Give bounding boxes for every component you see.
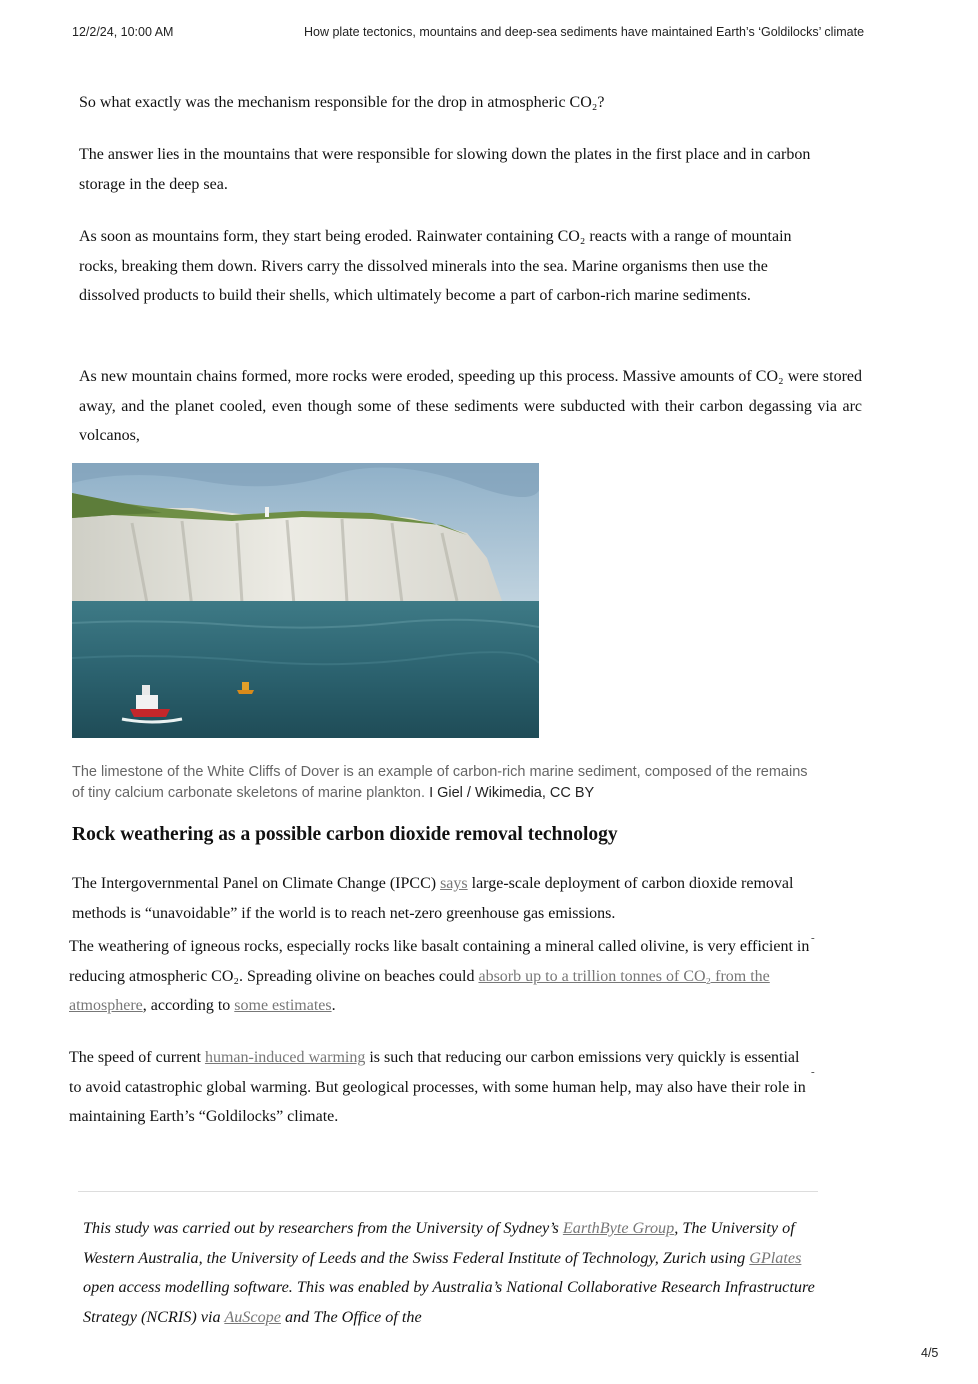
section-heading: Rock weathering as a possible carbon dioxide removal technology xyxy=(72,824,618,845)
divider xyxy=(78,1191,818,1192)
margin-dash: - xyxy=(811,932,815,944)
paragraph-warming xyxy=(69,1043,807,1132)
says-link[interactable]: says xyxy=(440,875,468,892)
ipcc-text-start: The Intergovernmental Panel on Climate Change (IPCC) xyxy=(72,875,441,892)
absorb-trillion-tonnes-link[interactable]: absorb up to a trillion tonnes of CO₂ from the atmosphere xyxy=(69,967,770,1014)
figure-caption xyxy=(72,762,812,804)
auscope-link[interactable]: AuScope xyxy=(224,1307,281,1326)
margin-dash: - xyxy=(811,1066,815,1078)
note-text-c: open access modelling software. This was enabled by Australia’s National Collaborative Research Infrastructure Strategy (NCRIS) via xyxy=(83,1278,815,1326)
caption-text: The limestone of the White Cliffs of Dover is an example of carbon-rich marine sediment, composed of the remains of tiny calcium carbonate skeletons of marine plankton. xyxy=(72,764,808,801)
paragraph-mountains-answer: The answer lies in the mountains that were responsible for slowing down the plates in the first place and in carbon storage in the deep sea. xyxy=(79,146,811,193)
note-text-d: and The Office of the xyxy=(280,1307,422,1326)
white-cliffs-photo xyxy=(72,463,539,738)
paragraph-erosion-process: As soon as mountains form, they start being eroded. Rainwater containing CO₂ reacts with a range of mountain rocks, breaking them down. Rivers carry the dissolved minerals into the sea. Marine organisms then use the dissolved products to build their shells, which ultimately become a part of carbon-rich marine sediments. xyxy=(79,228,792,304)
olivine-text-start: The weathering of igneous rocks, especially rocks like basalt containing a mineral called olivine, is very efficient in reducing atmospheric CO₂. Spreading olivine on beaches could xyxy=(69,938,810,985)
note-text-b: , The University of Western Australia, the University of Leeds and the Swiss Federal Institute of Technology, Zurich using xyxy=(83,1219,795,1267)
some-estimates-link[interactable]: some estimates xyxy=(234,997,332,1014)
human-induced-warming-link[interactable]: human-induced warming xyxy=(204,1049,366,1066)
print-page-title: How plate tectonics, mountains and deep-sea sediments have maintained Earth’s ‘Goldilocks’ climate xyxy=(304,25,865,39)
olivine-text-end: . xyxy=(331,997,336,1014)
paragraph-ipcc xyxy=(72,869,812,928)
note-text-a: This study was carried out by researchers from the University of Sydney’s xyxy=(83,1219,563,1237)
warming-text-end: is such that reducing our carbon emissions very quickly is essential to avoid catastrophic global warming. But geological processes, with some human help, may also have their role in maintaining Earth’s “Goldilocks” climate. xyxy=(69,1049,806,1125)
gplates-link[interactable]: GPlates xyxy=(749,1248,802,1267)
study-acknowledgement xyxy=(83,1214,828,1332)
paragraph-mountain-chains: As new mountain chains formed, more rocks were eroded, speeding up this process. Massive amounts of CO₂ were stored away, and the planet cooled, even though some of these sediments were subducted with their carbon degassing via arc volcanos, xyxy=(79,368,862,444)
earthbyte-group-link[interactable]: EarthByte Group xyxy=(562,1219,675,1237)
paragraph-mechanism-question: So what exactly was the mechanism responsible for the drop in atmospheric CO₂? xyxy=(79,94,605,111)
olivine-text-middle: , according to xyxy=(142,997,235,1014)
page-number: 4/5 xyxy=(921,1346,939,1360)
print-date: 12/2/24, 10:00 AM xyxy=(72,25,174,39)
warming-text-start: The speed of current xyxy=(69,1049,205,1066)
paragraph-olivine xyxy=(69,932,811,1021)
white-cliffs-illustration xyxy=(72,463,539,738)
photo-credit: I Giel / Wikimedia, CC BY xyxy=(429,785,595,801)
ipcc-text-end: large-scale deployment of carbon dioxide removal methods is “unavoidable” if the world is to reach net-zero greenhouse gas emissions. xyxy=(72,875,794,922)
